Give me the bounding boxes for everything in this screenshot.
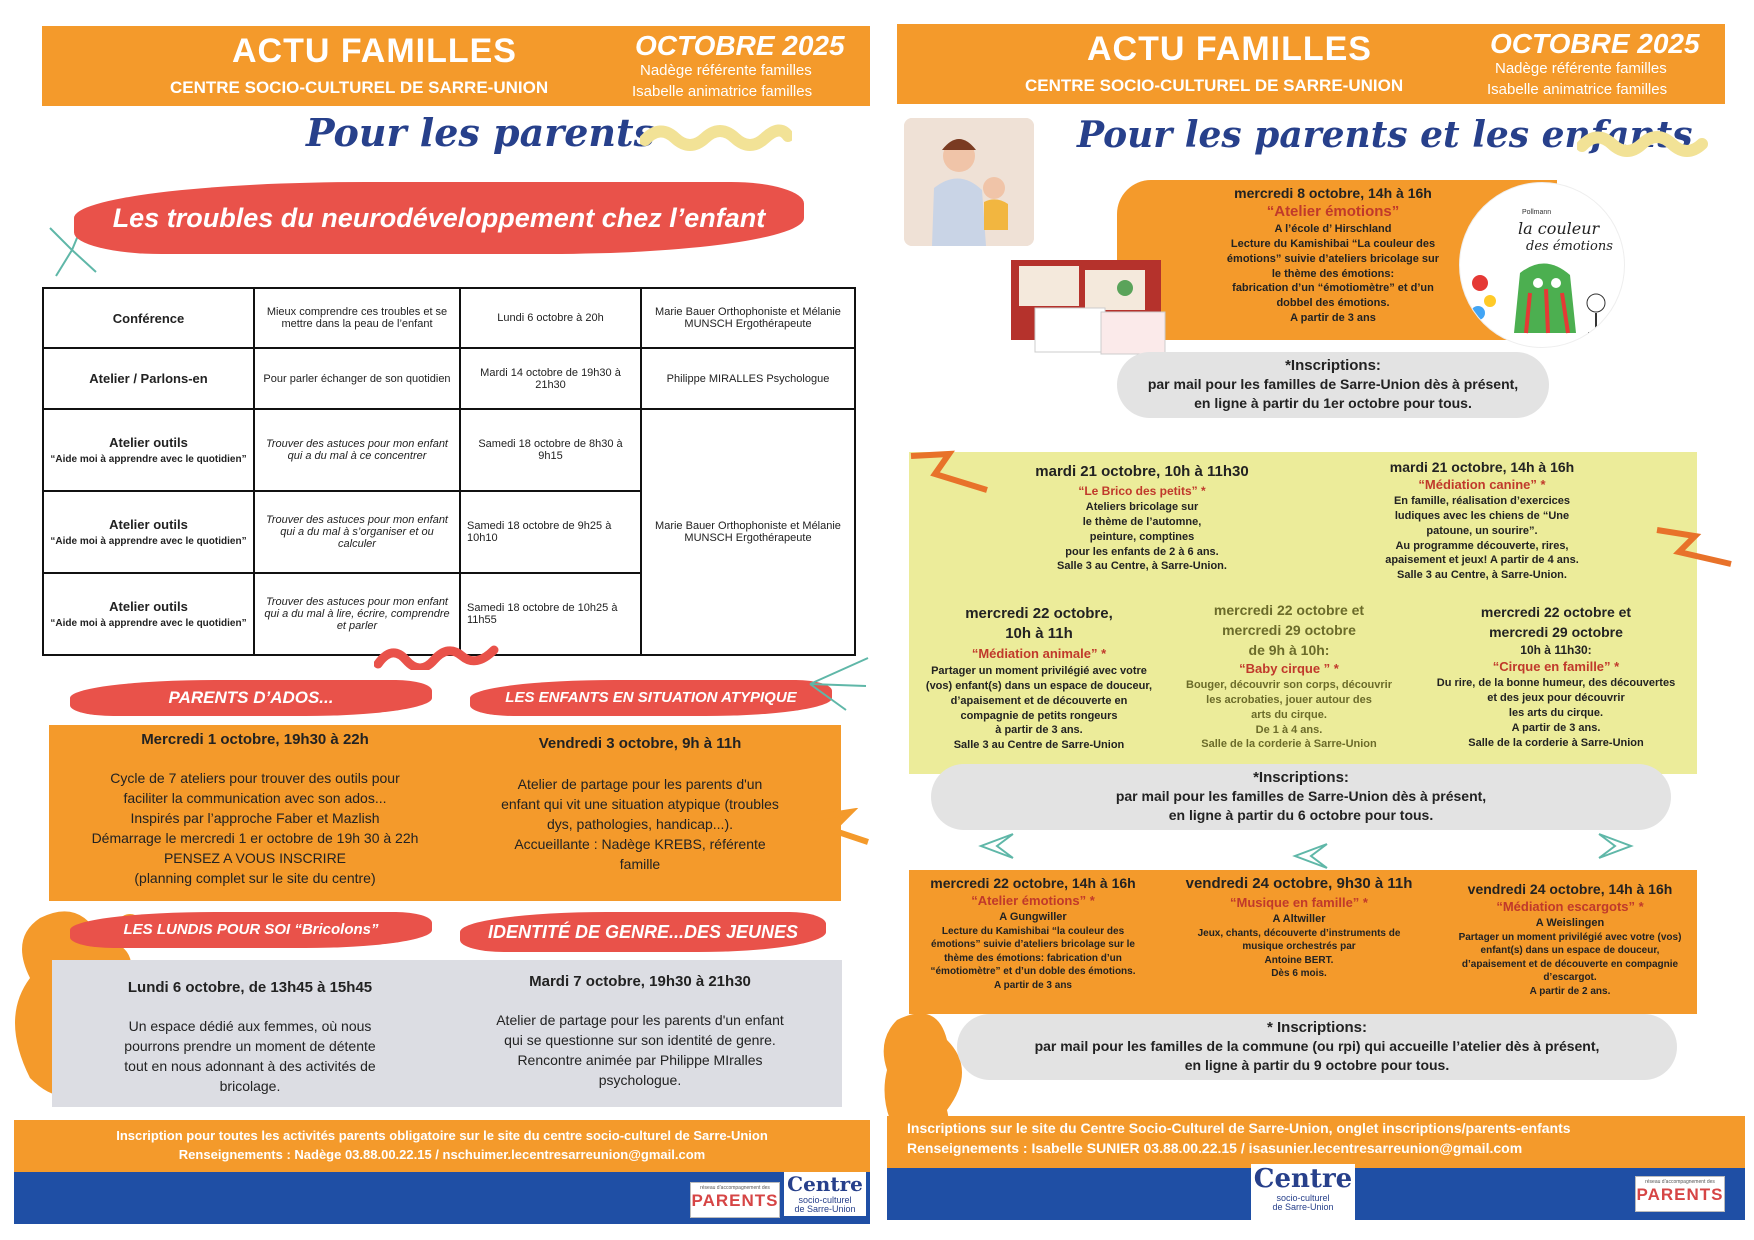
header-staff-2: Isabelle animatrice familles bbox=[1487, 81, 1668, 98]
event-line: Partager un moment privilégié avec votre bbox=[931, 665, 1147, 677]
footer-text bbox=[14, 1126, 870, 1164]
mother-child-icon bbox=[904, 118, 1034, 246]
event-date: mardi 21 octobre, 10h à 11h30 bbox=[1035, 463, 1249, 480]
event-title: “Atelier émotions” * bbox=[971, 893, 1095, 908]
event-line: A partir de 3 ans bbox=[994, 979, 1072, 991]
event-genre bbox=[460, 972, 820, 1090]
table-cell: Pour parler échanger de son quotidien bbox=[254, 348, 460, 409]
event-line: Démarrage le mercredi 1 er octobre de 19h 30 à 22h bbox=[91, 830, 419, 846]
banner-genre: IDENTITÉ DE GENRE...DES JEUNES bbox=[460, 912, 826, 952]
event-line: bricolage. bbox=[219, 1078, 281, 1094]
section-title-parents-enfants: Pour les parents et les enfants bbox=[1077, 114, 1693, 156]
table-cell: Trouver des astuces pour mon enfant qui a du mal à ce concentrer bbox=[254, 409, 460, 491]
inscriptions-line: en ligne à partir du 1er octobre pour tous. bbox=[1194, 395, 1472, 411]
header-staff-1: Nadège référente familles bbox=[1495, 60, 1667, 77]
row-sublabel: “Aide moi à apprendre avec le quotidien” bbox=[50, 618, 247, 629]
event-babycirque bbox=[1167, 600, 1411, 752]
logo-parents-big: PARENTS bbox=[691, 1191, 779, 1210]
logo-parents bbox=[690, 1182, 780, 1218]
table-cell: Marie Bauer Orthophoniste et Mélanie MUNSCH Ergothérapeute bbox=[641, 409, 855, 655]
event-line: A l’école d’ Hirschland bbox=[1274, 223, 1392, 235]
logo-centre-s2: de Sarre-Union bbox=[794, 1204, 856, 1214]
event-line: (vos) enfant(s) dans un espace de douceur, bbox=[925, 679, 1153, 692]
event-cirque bbox=[1417, 602, 1695, 750]
event-line: d’apaisement et de découverte en compagnie bbox=[1461, 958, 1679, 970]
event-line: Un espace dédié aux femmes, où nous bbox=[128, 1018, 372, 1034]
event-line: Inspirés par l’approche Faber et Mazlish bbox=[130, 810, 380, 826]
event-line: d’apaisement et de découverte en bbox=[950, 694, 1128, 707]
table-row bbox=[43, 288, 855, 348]
table-cell: Lundi 6 octobre à 20h bbox=[460, 288, 641, 348]
event-date: mercredi 29 octobre bbox=[1222, 622, 1356, 638]
inscriptions-line: par mail pour les familles de Sarre-Union dès à présent, bbox=[1147, 376, 1519, 392]
row-label: Atelier outils bbox=[109, 599, 188, 614]
table-cell bbox=[43, 573, 254, 655]
event-line: le thème des émotions: bbox=[1271, 267, 1395, 280]
logo-centre-big: Centre bbox=[1253, 1164, 1353, 1194]
event-line: Antoine BERT. bbox=[1264, 954, 1334, 966]
footer-line-2: Renseignements : Nadège 03.88.00.22.15 / nschuimer.lecentresarreunion@gmail.com bbox=[178, 1147, 706, 1162]
inscriptions-pill-2 bbox=[931, 764, 1671, 830]
event-date: Mardi 7 octobre, 19h30 à 21h30 bbox=[529, 973, 751, 990]
conference-table bbox=[42, 287, 856, 656]
event-title: “Baby cirque ” * bbox=[1239, 661, 1339, 676]
table-cell: Marie Bauer Orthophoniste et Mélanie MUNSCH Ergothérapeute bbox=[641, 288, 855, 348]
table-cell: Trouver des astuces pour mon enfant qui a du mal à s’organiser et ou calculer bbox=[254, 491, 460, 573]
header-month: OCTOBRE 2025 bbox=[635, 30, 845, 61]
event-line: Ateliers bricolage sur bbox=[1085, 501, 1199, 513]
event-emotions-2 bbox=[913, 874, 1153, 992]
logo-parents-small: réseau d’accompagnement des bbox=[700, 1185, 770, 1191]
event-date: vendredi 24 octobre, 9h30 à 11h bbox=[1185, 875, 1413, 892]
logo-parents-small: réseau d’accompagnement des bbox=[1645, 1179, 1715, 1185]
event-date: mercredi 22 octobre, bbox=[965, 605, 1113, 622]
event-line: “émotiomètre” et d’un doble des émotions. bbox=[930, 966, 1136, 978]
event-animale bbox=[917, 604, 1161, 753]
event-title: “Musique en famille” * bbox=[1230, 895, 1368, 910]
header-staff-1: Nadège référente familles bbox=[640, 62, 812, 79]
book-cover bbox=[1459, 182, 1625, 348]
row-sublabel: “Aide moi à apprendre avec le quotidien” bbox=[50, 536, 247, 547]
row-label: Atelier outils bbox=[109, 435, 188, 450]
event-line: Lecture du Kamishibai “la couleur des bbox=[941, 925, 1125, 937]
event-title: “Médiation canine” * bbox=[1418, 477, 1546, 492]
event-date: mercredi 8 octobre, 14h à 16h bbox=[1234, 185, 1432, 201]
event-line: pour les enfants de 2 à 6 ans. bbox=[1065, 545, 1219, 558]
table-cell: Mieux comprendre ces troubles et se mettre dans la peau de l’enfant bbox=[254, 288, 460, 348]
event-line: ludiques avec les chiens de “Une bbox=[1394, 509, 1570, 522]
event-line: A partir de 2 ans. bbox=[1529, 985, 1611, 997]
event-line: Au programme découverte, rires, bbox=[1395, 539, 1569, 552]
logo-centre-s1: socio-culturel bbox=[798, 1195, 852, 1205]
event-line: Dès 6 mois. bbox=[1271, 968, 1327, 980]
logo-parents bbox=[1635, 1176, 1725, 1212]
inscriptions-line: par mail pour les familles de Sarre-Union dès à présent, bbox=[1115, 788, 1487, 804]
event-date: 10h à 11h bbox=[1005, 625, 1073, 642]
event-line: pourrons prendre un moment de détente bbox=[124, 1038, 376, 1054]
inscriptions-pill-3 bbox=[957, 1014, 1677, 1080]
wave-decoration bbox=[640, 122, 792, 152]
event-line: Salle 3 au Centre de Sarre-Union bbox=[953, 739, 1125, 752]
event-line: En famille, réalisation d’exercices bbox=[1393, 495, 1571, 507]
footer-text bbox=[907, 1118, 1737, 1158]
row-sublabel: “Aide moi à apprendre avec le quotidien” bbox=[50, 454, 247, 465]
logo-centre-big: Centre bbox=[787, 1172, 863, 1196]
banner-neurodev: Les troubles du neurodéveloppement chez l’enfant bbox=[74, 182, 804, 254]
event-date: de 9h à 10h: bbox=[1248, 642, 1330, 658]
event-date: mercredi 29 octobre bbox=[1489, 624, 1623, 640]
table-cell: Philippe MIRALLES Psychologue bbox=[641, 348, 855, 409]
table-cell bbox=[43, 491, 254, 573]
book-author: Pollmann bbox=[1522, 209, 1552, 216]
inscriptions-pill-1 bbox=[1117, 352, 1549, 418]
zigzag-decoration bbox=[810, 808, 870, 848]
event-title: “Médiation animale” * bbox=[971, 646, 1107, 661]
inscriptions-title: *Inscriptions: bbox=[1253, 769, 1349, 786]
logo-centre bbox=[1251, 1164, 1355, 1220]
event-line: d’escargot. bbox=[1543, 972, 1597, 984]
event-place: A Gungwiller bbox=[999, 911, 1067, 923]
table-cell: Atelier / Parlons-en bbox=[43, 348, 254, 409]
logo-parents-big: PARENTS bbox=[1636, 1185, 1724, 1204]
event-line: Accueillante : Nadège KREBS, référente bbox=[514, 836, 766, 852]
event-title: “Atelier émotions” bbox=[1266, 203, 1400, 220]
header-month: OCTOBRE 2025 bbox=[1490, 28, 1700, 59]
arrow-icon bbox=[1291, 840, 1331, 872]
event-ados bbox=[60, 730, 450, 888]
table-cell: Conférence bbox=[43, 288, 254, 348]
event-line: peinture, comptines bbox=[1089, 530, 1195, 543]
illustration-family bbox=[904, 118, 1034, 246]
event-line: Cycle de 7 ateliers pour trouver des outils pour bbox=[110, 770, 400, 786]
wave-decoration bbox=[1577, 128, 1717, 158]
table-cell: Samedi 18 octobre de 8h30 à 9h15 bbox=[460, 409, 641, 491]
event-line: le thème de l’automne, bbox=[1082, 515, 1202, 528]
table-cell: Samedi 18 octobre de 9h25 à 10h10 bbox=[460, 491, 641, 573]
event-line: Bouger, découvrir son corps, découvrir bbox=[1186, 679, 1392, 691]
inscriptions-line: en ligne à partir du 9 octobre pour tous. bbox=[1184, 1057, 1450, 1073]
event-line: musique orchestrés par bbox=[1242, 941, 1356, 953]
event-line: PENSEZ A VOUS INSCRIRE bbox=[163, 850, 347, 866]
inscriptions-line: par mail pour les familles de la commune (ou rpi) qui accueille l’atelier dès à présent, bbox=[1034, 1038, 1600, 1054]
logo-centre-s2: de Sarre-Union bbox=[1272, 1202, 1334, 1212]
event-line: Rencontre animée par Philippe MIralles bbox=[517, 1052, 763, 1068]
event-line: Salle 3 au Centre, à Sarre-Union. bbox=[1397, 569, 1567, 582]
event-line: patoune, un sourire”. bbox=[1426, 524, 1538, 537]
footer-line-2: Renseignements : Isabelle SUNIER 03.88.00.22.15 / isasunier.lecentresarreunion@gmail.com bbox=[907, 1140, 1523, 1156]
section-title-parents: Pour les parents bbox=[306, 110, 655, 155]
event-line: arts du cirque. bbox=[1251, 708, 1327, 721]
event-musique bbox=[1169, 874, 1429, 981]
footer-line-1: Inscription pour toutes les activités parents obligatoire sur le site du centre socio-culturel de Sarre-Union bbox=[116, 1128, 768, 1143]
right-page bbox=[877, 0, 1754, 1240]
banner-atypique: LES ENFANTS EN SITUATION ATYPIQUE bbox=[470, 680, 832, 716]
event-line: Atelier de partage pour les parents d'un bbox=[517, 776, 763, 792]
zigzag-decoration bbox=[1655, 526, 1735, 570]
event-title: “Médiation escargots” * bbox=[1496, 899, 1644, 914]
event-line: Salle de la corderie à Sarre-Union bbox=[1201, 738, 1377, 751]
inscriptions-title: *Inscriptions: bbox=[1285, 357, 1381, 374]
table-cell: Mardi 14 octobre de 19h30 à 21h30 bbox=[460, 348, 641, 409]
event-line: dys, pathologies, handicap...). bbox=[546, 816, 733, 832]
event-line: thème des émotions: fabrication d’un bbox=[944, 952, 1122, 964]
logo-centre-s1: socio-culturel bbox=[1276, 1193, 1330, 1203]
event-line: psychologue. bbox=[598, 1072, 682, 1088]
event-escargots bbox=[1443, 880, 1697, 998]
event-line: dobbel des émotions. bbox=[1276, 297, 1390, 310]
table-row bbox=[43, 409, 855, 491]
event-place: A Altwiller bbox=[1272, 913, 1326, 925]
event-date: mardi 21 octobre, 14h à 16h bbox=[1389, 459, 1575, 475]
arrow-icon bbox=[1595, 830, 1635, 862]
header-subtitle: CENTRE SOCIO-CULTUREL DE SARRE-UNION bbox=[1025, 76, 1404, 95]
event-line: qui se questionne sur son identité de genre. bbox=[504, 1032, 776, 1048]
event-title: “Cirque en famille” * bbox=[1492, 659, 1620, 675]
table-cell bbox=[43, 409, 254, 491]
event-line: Du rire, de la bonne humeur, des découvertes bbox=[1436, 677, 1676, 690]
event-line: A partir de 3 ans. bbox=[1511, 721, 1601, 734]
event-date: mercredi 22 octobre, 14h à 16h bbox=[930, 875, 1136, 891]
event-line: à partir de 3 ans. bbox=[995, 724, 1083, 737]
zigzag-decoration bbox=[909, 450, 991, 496]
event-line: famille bbox=[619, 856, 661, 872]
header-left bbox=[42, 26, 870, 106]
row-label: Atelier outils bbox=[109, 517, 188, 532]
header-title: ACTU FAMILLES bbox=[1087, 30, 1372, 68]
event-date: vendredi 24 octobre, 14h à 16h bbox=[1467, 881, 1673, 897]
book-title-1: la couleur bbox=[1518, 219, 1600, 238]
event-line: faciliter la communication avec son ados... bbox=[123, 790, 387, 806]
event-line: enfant qui vit une situation atypique (troubles bbox=[501, 796, 779, 812]
event-lundis bbox=[70, 978, 430, 1096]
event-title: “Le Brico des petits” * bbox=[1078, 484, 1206, 498]
footer-line-1: Inscriptions sur le site du Centre Socio-Culturel de Sarre-Union, onglet inscriptions/parents-enfants bbox=[907, 1120, 1571, 1136]
table-cell: Samedi 18 octobre de 10h25 à 11h55 bbox=[460, 573, 641, 655]
event-line: enfant(s) dans un espace de douceur, bbox=[1480, 945, 1660, 957]
event-date: mercredi 22 octobre et bbox=[1480, 604, 1632, 620]
banner-lundis: LES LUNDIS POUR SOI “Bricolons” bbox=[70, 912, 432, 948]
event-atypique bbox=[460, 734, 820, 874]
event-emotions bbox=[1183, 184, 1483, 326]
event-line: émotions” suivie d’ateliers bricolage sur le bbox=[931, 939, 1135, 951]
event-line: Jeux, chants, découverte d’instruments de bbox=[1197, 927, 1401, 939]
event-date: Vendredi 3 octobre, 9h à 11h bbox=[538, 735, 742, 752]
header-title: ACTU FAMILLES bbox=[232, 32, 517, 70]
book-title-2: des émotions bbox=[1526, 239, 1613, 254]
event-line: Lecture du Kamishibai “La couleur des bbox=[1230, 237, 1436, 250]
event-date: Mercredi 1 octobre, 19h30 à 22h bbox=[141, 731, 369, 748]
event-line: De 1 à 4 ans. bbox=[1255, 723, 1323, 736]
event-date: Lundi 6 octobre, de 13h45 à 15h45 bbox=[127, 979, 373, 996]
header-subtitle: CENTRE SOCIO-CULTUREL DE SARRE-UNION bbox=[170, 78, 549, 97]
event-line: émotions” suivie d’ateliers bricolage sur bbox=[1226, 252, 1440, 265]
event-line: Atelier de partage pour les parents d'un enfant bbox=[496, 1012, 784, 1028]
event-line: A partir de 3 ans bbox=[1290, 312, 1376, 325]
event-line: apaisement et jeux! A partir de 4 ans. bbox=[1385, 554, 1579, 567]
table-cell: Trouver des astuces pour mon enfant qui a du mal à lire, écrire, comprendre et parler bbox=[254, 573, 460, 655]
event-line: tout en nous adonnant à des activités de bbox=[124, 1058, 376, 1074]
event-line: (planning complet sur le site du centre) bbox=[134, 870, 376, 886]
event-line: les arts du cirque. bbox=[1508, 706, 1604, 719]
inscriptions-title: * Inscriptions: bbox=[1266, 1019, 1367, 1036]
event-line: fabrication d’un “émotiomètre” et d’un bbox=[1232, 282, 1434, 295]
kamishibai-cards-image bbox=[1005, 252, 1175, 362]
event-line: et des jeux pour découvrir bbox=[1487, 692, 1625, 705]
arrow-icon bbox=[977, 830, 1017, 862]
inscriptions-line: en ligne à partir du 6 octobre pour tous. bbox=[1168, 807, 1434, 823]
event-canine bbox=[1337, 458, 1627, 583]
event-line: Salle de la corderie à Sarre-Union bbox=[1468, 736, 1644, 749]
event-brico bbox=[997, 462, 1287, 574]
banner-ados: PARENTS D’ADOS... bbox=[70, 680, 432, 716]
logo-centre bbox=[784, 1172, 866, 1216]
event-date: 10h à 11h30: bbox=[1520, 643, 1592, 657]
table-row bbox=[43, 348, 855, 409]
event-line: les acrobaties, jouer autour des bbox=[1206, 693, 1372, 706]
squiggle-decoration bbox=[374, 640, 500, 670]
event-line: Partager un moment privilégié avec votre (vos) bbox=[1458, 931, 1682, 943]
event-date: mercredi 22 octobre et bbox=[1213, 602, 1365, 618]
event-place: A Weislingen bbox=[1535, 917, 1605, 929]
header-staff-2: Isabelle animatrice familles bbox=[632, 83, 813, 100]
header-right bbox=[897, 24, 1725, 104]
event-line: compagnie de petits rongeurs bbox=[960, 709, 1118, 722]
monster-illustration bbox=[1460, 183, 1625, 348]
sparkle-icon bbox=[806, 654, 872, 712]
event-line: Salle 3 au Centre, à Sarre-Union. bbox=[1057, 560, 1227, 573]
